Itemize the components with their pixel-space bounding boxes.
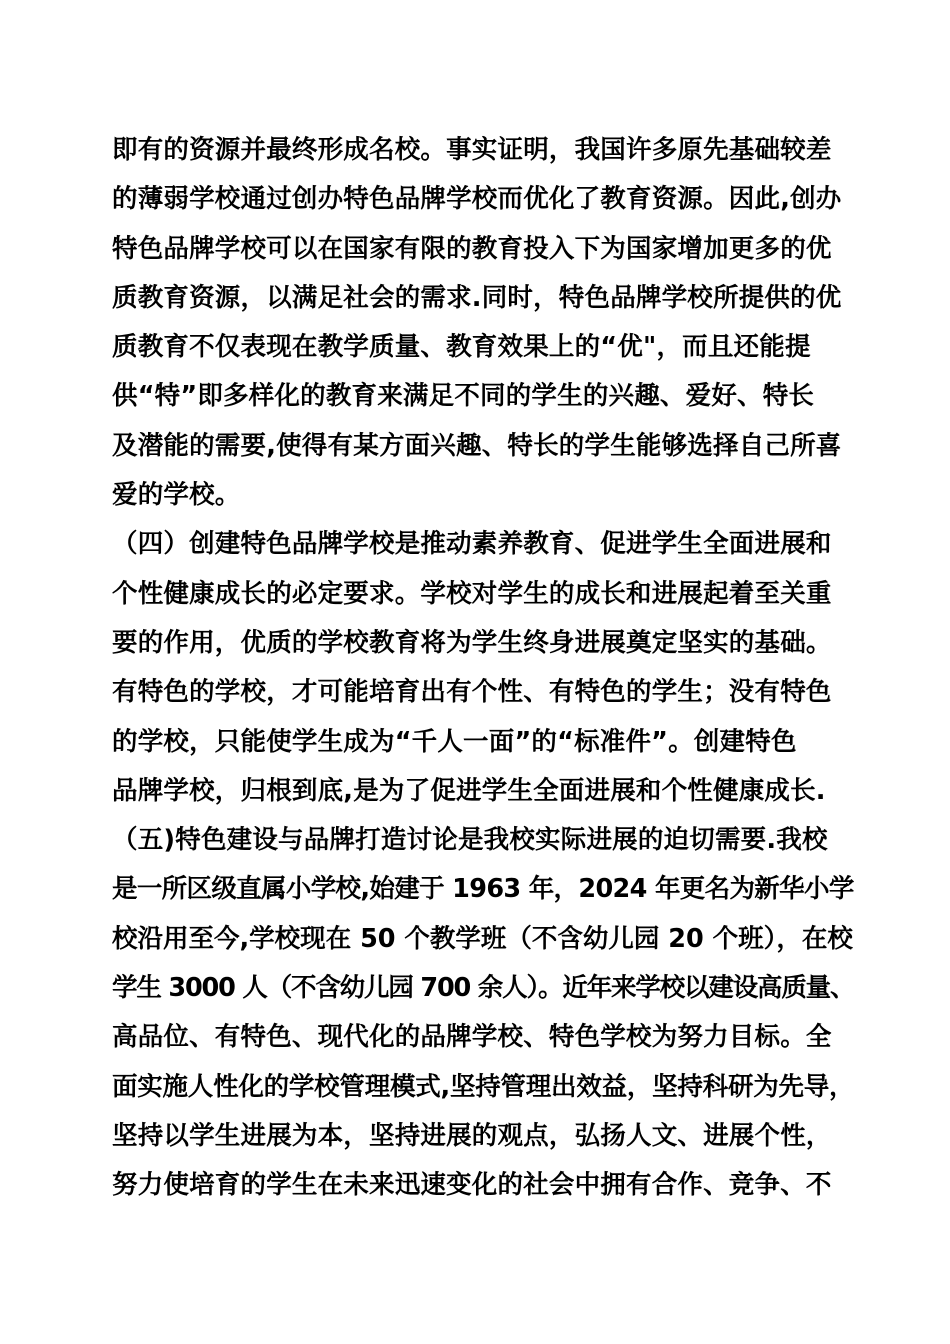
text-line: 品牌学校，归根到底,是为了促进学生全面进展和个性健康成长. — [112, 775, 826, 806]
section-heading-four: （四）创建特色品牌学校是推动素养教育、促进学生全面进展和 — [112, 529, 832, 560]
text-line: 努力使培育的学生在未来迅速变化的社会中拥有合作、竞争、不 — [112, 1170, 832, 1201]
text-line: 及潜能的需要,使得有某方面兴趣、特长的学生能够选择自己所喜 — [112, 430, 842, 461]
text-line: 有特色的学校，才可能培育出有个性、有特色的学生；没有特色 — [112, 677, 832, 708]
text-line: 是一所区级直属小学校,始建于 1963 年，2024 年更名为新华小学 — [112, 874, 854, 905]
text-line: 学生 3000 人（不含幼儿园 700 余人）。近年来学校以建设高质量、 — [112, 973, 855, 1004]
text-line: 个性健康成长的必定要求。学校对学生的成长和进展起着至关重 — [112, 578, 832, 609]
section-heading-five: （五)特色建设与品牌打造讨论是我校实际进展的迫切需要.我校 — [112, 825, 828, 856]
text-line: 供“特”即多样化的教育来满足不同的学生的兴趣、爱好、特长 — [112, 381, 815, 412]
text-line: 即有的资源并最终形成名校。事实证明，我国许多原先基础较差 — [112, 135, 832, 165]
text-line: 质教育资源，以满足社会的需求.同时，特色品牌学校所提供的优 — [112, 282, 842, 313]
text-line: 特色品牌学校可以在国家有限的教育投入下为国家增加更多的优 — [112, 233, 832, 264]
text-line: 的学校，只能使学生成为“千人一面”的“标准件”。创建特色 — [112, 726, 797, 757]
text-line: 高品位、有特色、现代化的品牌学校、特色学校为努力目标。全 — [112, 1022, 832, 1053]
text-line: 爱的学校。 — [112, 480, 241, 511]
text-line: 面实施人性化的学校管理模式,坚持管理出效益，坚持科研为先导， — [112, 1071, 855, 1102]
text-line: 坚持以学生进展为本，坚持进展的观点，弘扬人文、进展个性， — [112, 1120, 832, 1151]
text-line: 要的作用，优质的学校教育将为学生终身进展奠定坚实的基础。 — [112, 627, 832, 658]
text-line: 质教育不仅表现在教学质量、教育效果上的“优"，而且还能提 — [112, 332, 811, 363]
body-text — [112, 126, 855, 1211]
text-line: 的薄弱学校通过创办特色品牌学校而优化了教育资源。因此,创办 — [112, 184, 842, 215]
text-line: 校沿用至今,学校现在 50 个教学班（不含幼儿园 20 个班），在校 — [112, 923, 853, 954]
